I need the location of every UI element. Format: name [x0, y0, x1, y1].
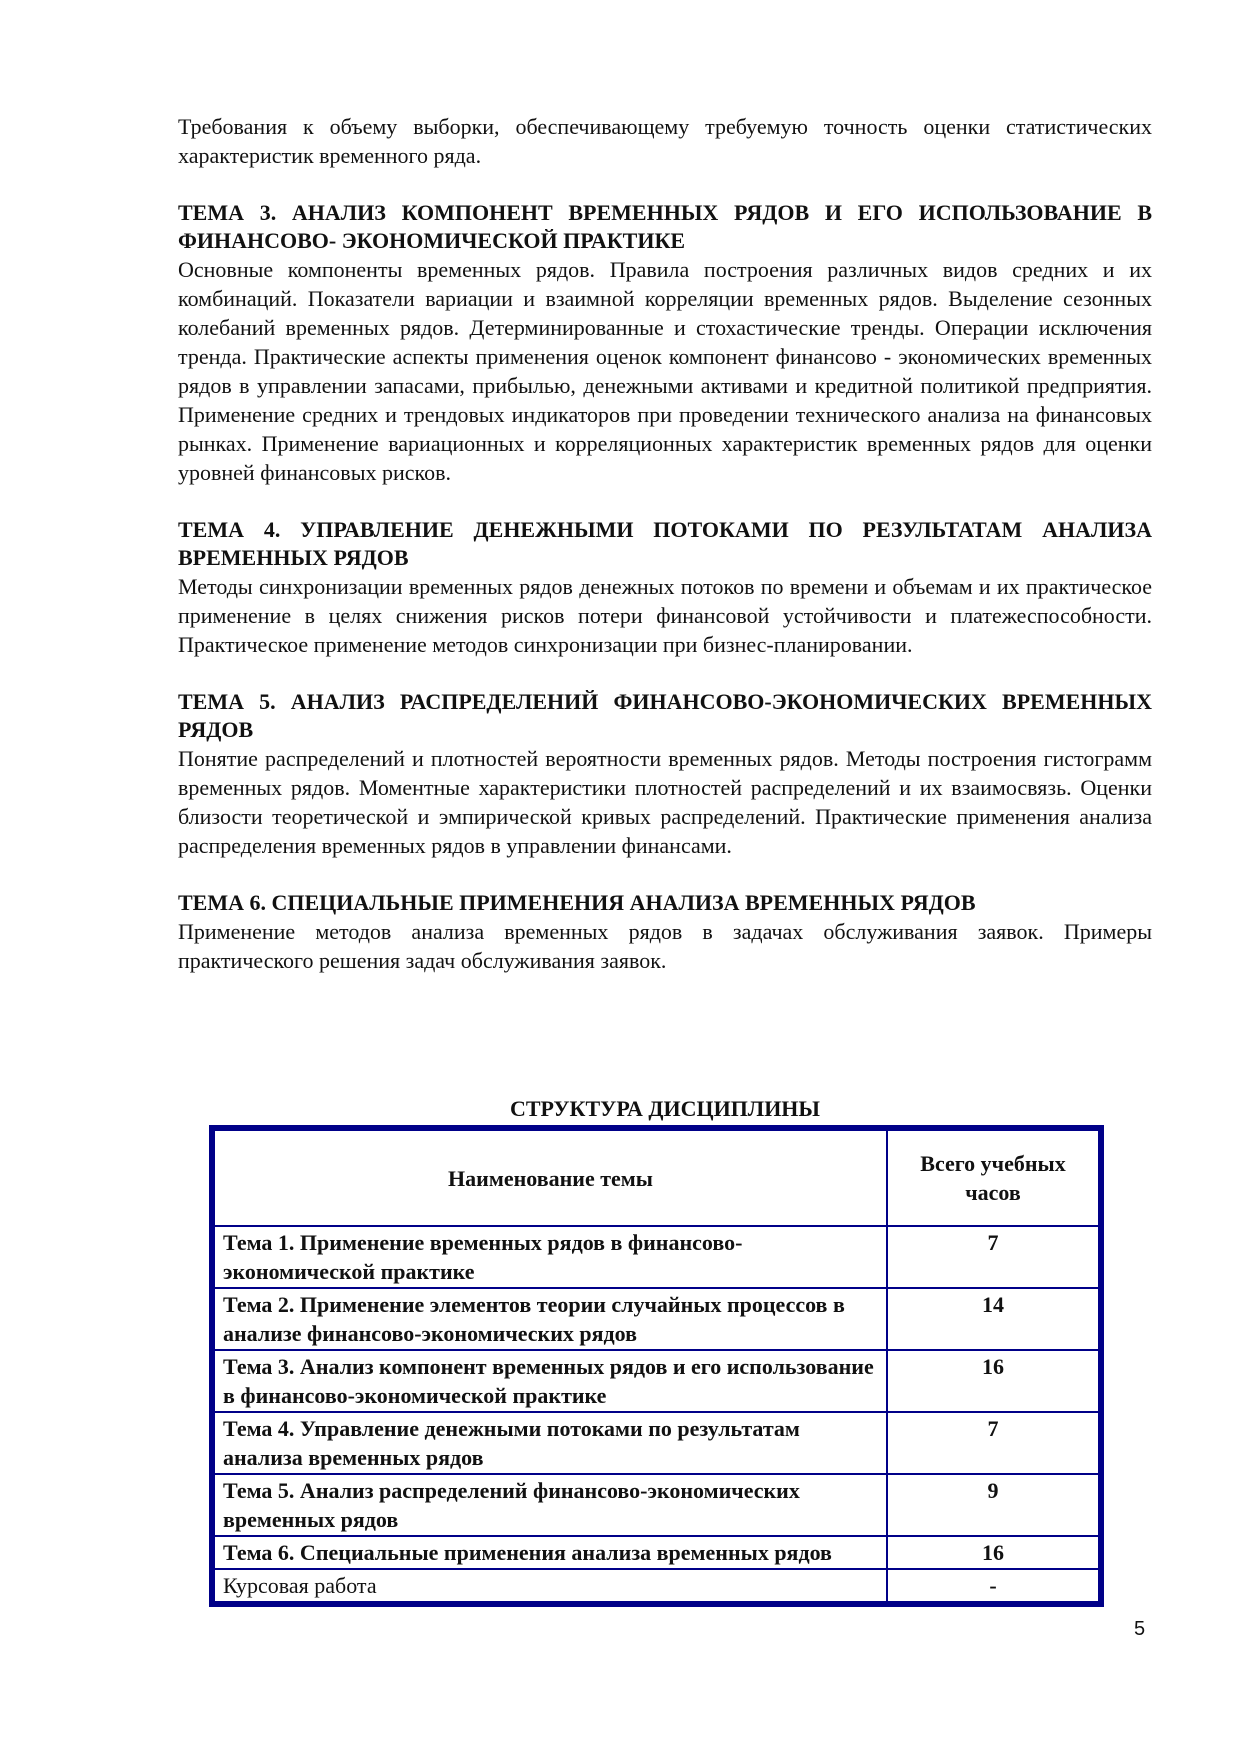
header-hours: Всего учебных часов — [887, 1128, 1101, 1226]
structure-table — [209, 1125, 1104, 1607]
section-body-4: Методы синхронизации временных рядов денежных потоков по времени и объемам и их практическое применение в целях снижения рисков потери финансовой устойчивости и платежеспособности. Практическое применение методов синхронизации при бизнес-планировании. — [178, 574, 1152, 657]
section-body-3: Основные компоненты временных рядов. Правила построения различных видов средних и их комбинаций. Показатели вариации и взаимной корреляции временных рядов. Выделение сезонных колебаний временных рядов. Детерминированные и стохастические тренды. Операции исключения тренда. Практические аспекты применения оценок компонент финансово - экономических временных рядов в управлении запасами, прибылью, денежными активами и кредитной политикой предприятия. Применение средних и трендовых индикаторов при проведении технического анализа на финансовых рынках. Применение вариационных и корреляционных характеристик временных рядов для оценки уровней финансовых рисков. — [178, 257, 1152, 485]
table-header-row — [212, 1128, 1101, 1226]
row-topic: Тема 2. Применение элементов теории случайных процессов в анализе финансово-экономических рядов — [212, 1288, 887, 1350]
page-number: 5 — [1134, 1618, 1146, 1640]
section-body-6: Применение методов анализа временных рядов в задачах обслуживания заявок. Примеры практического решения задач обслуживания заявок. — [178, 919, 1152, 973]
row-hours: 7 — [887, 1226, 1101, 1288]
header-topic: Наименование темы — [212, 1128, 887, 1226]
intro-paragraph: Требования к объему выборки, обеспечивающему требуемую точность оценки статистических характеристик временного ряда. — [178, 114, 1152, 168]
section-heading-4: ТЕМА 4. УПРАВЛЕНИЕ ДЕНЕЖНЫМИ ПОТОКАМИ ПО РЕЗУЛЬТАТАМ АНАЛИЗА ВРЕМЕННЫХ РЯДОВ — [178, 517, 1152, 570]
section-body-5: Понятие распределений и плотностей вероятности временных рядов. Методы построения гистограмм временных рядов. Моментные характеристики плотностей распределений и их взаимосвязь. Оценки близости теоретической и эмпирической кривых распределений. Практические применения анализа распределения временных рядов в управлении финансами. — [178, 746, 1152, 858]
table-row — [212, 1226, 1101, 1288]
row-topic: Тема 3. Анализ компонент временных рядов и его использование в финансово-экономической практике — [212, 1350, 887, 1412]
table-row — [212, 1536, 1101, 1569]
row-topic: Тема 4. Управление денежными потоками по результатам анализа временных рядов — [212, 1412, 887, 1474]
row-hours: - — [887, 1569, 1101, 1604]
row-hours: 7 — [887, 1412, 1101, 1474]
row-topic: Курсовая работа — [212, 1569, 887, 1604]
table-title: СТРУКТУРА ДИСЦИПЛИНЫ — [509, 1096, 821, 1121]
table-row — [212, 1288, 1101, 1350]
section-heading-5: ТЕМА 5. АНАЛИЗ РАСПРЕДЕЛЕНИЙ ФИНАНСОВО-ЭКОНОМИЧЕСКИХ ВРЕМЕННЫХ РЯДОВ — [178, 689, 1152, 742]
table-row — [212, 1474, 1101, 1536]
row-topic: Тема 1. Применение временных рядов в финансово-экономической практике — [212, 1226, 887, 1288]
document-body — [178, 112, 1152, 975]
table-row — [212, 1569, 1101, 1604]
row-hours: 16 — [887, 1350, 1101, 1412]
section-heading-6: ТЕМА 6. СПЕЦИАЛЬНЫЕ ПРИМЕНЕНИЯ АНАЛИЗА ВРЕМЕННЫХ РЯДОВ — [178, 890, 976, 915]
row-topic: Тема 6. Специальные применения анализа временных рядов — [212, 1536, 887, 1569]
row-hours: 14 — [887, 1288, 1101, 1350]
row-hours: 9 — [887, 1474, 1101, 1536]
section-heading-3: ТЕМА 3. АНАЛИЗ КОМПОНЕНТ ВРЕМЕННЫХ РЯДОВ И ЕГО ИСПОЛЬЗОВАНИЕ В ФИНАНСОВО- ЭКОНОМИЧЕСКОЙ ПРАКТИКЕ — [178, 200, 1152, 253]
row-hours: 16 — [887, 1536, 1101, 1569]
row-topic: Тема 5. Анализ распределений финансово-экономических временных рядов — [212, 1474, 887, 1536]
table-row — [212, 1350, 1101, 1412]
table-row — [212, 1412, 1101, 1474]
